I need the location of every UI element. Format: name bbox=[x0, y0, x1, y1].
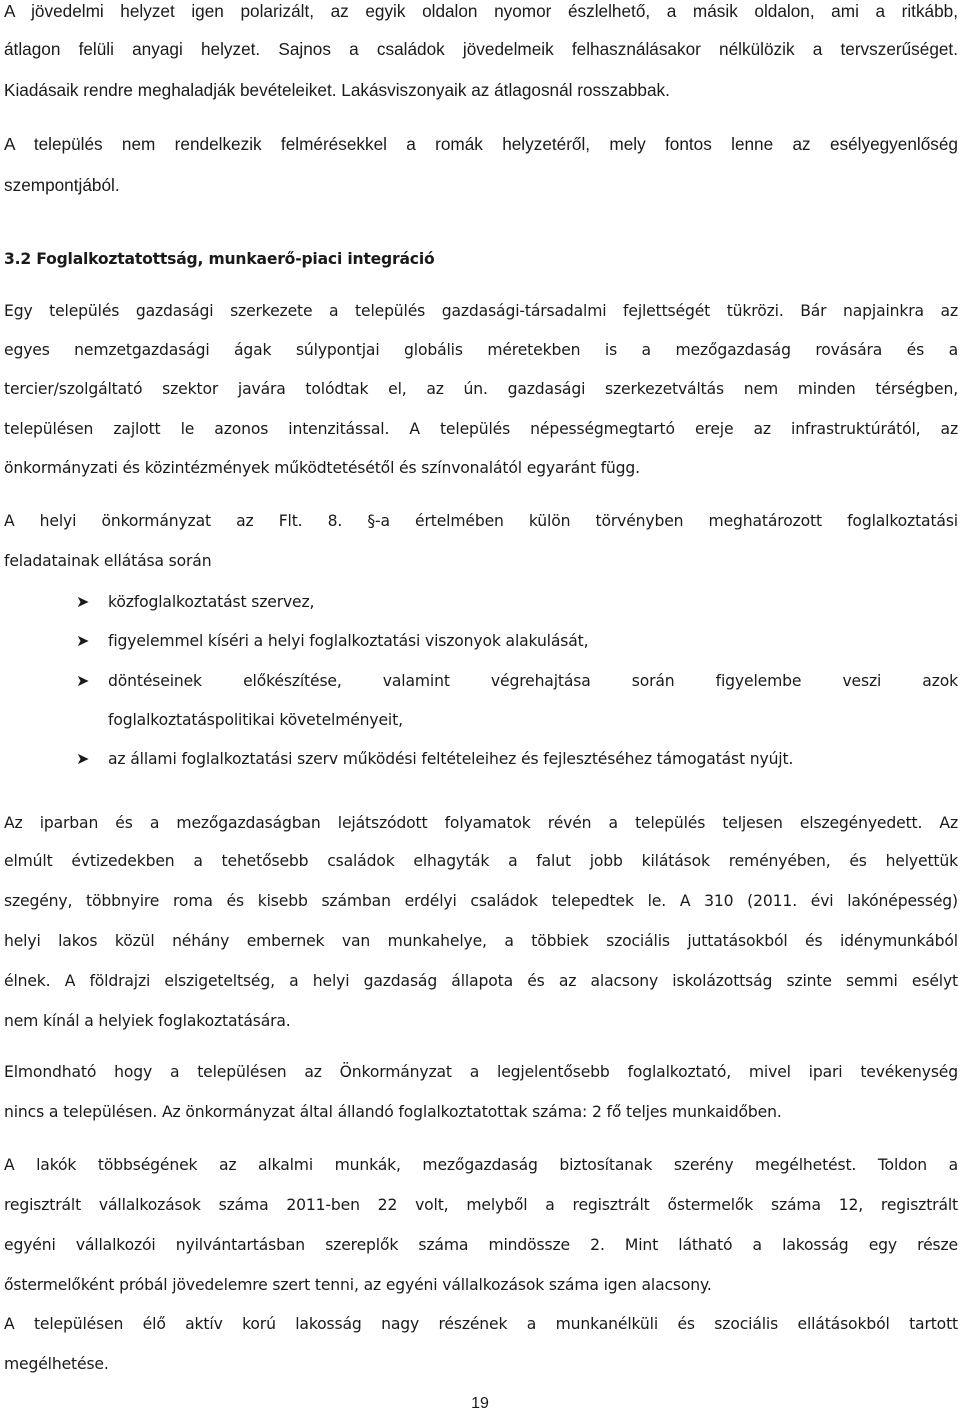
paragraph-1-line-1: Egy település gazdasági szerkezete a település gazdasági-társadalmi fejlettségét tükrözi. Bár napjainkra az bbox=[4, 302, 958, 320]
arrowhead-bullet-icon: ➤ bbox=[76, 749, 90, 768]
page-number: 19 bbox=[471, 1395, 489, 1412]
bullet-item-1: közfoglalkoztatást szervez, bbox=[108, 593, 315, 611]
paragraph-6-line-2: megélhetése. bbox=[4, 1355, 109, 1373]
section-heading: 3.2 Foglalkoztatottság, munkaerő-piaci integráció bbox=[4, 250, 435, 268]
intro-line-1: A jövedelmi helyzet igen polarizált, az egyik oldalon nyomor észlelhető, a másik oldalon, ami a ritkább, bbox=[4, 1, 958, 21]
paragraph-5-line-4: őstermelőként próbál jövedelemre szert tenni, az egyéni vállalkozások száma igen alacsony. bbox=[4, 1276, 712, 1294]
arrowhead-bullet-icon: ➤ bbox=[76, 631, 90, 650]
arrowhead-bullet-icon: ➤ bbox=[76, 671, 90, 690]
paragraph-1-line-3: tercier/szolgáltató szektor javára tolódtak el, az ún. gazdasági szerkezetváltás nem minden térségben, bbox=[4, 380, 958, 398]
bullet-item-3-line-2: foglalkoztatáspolitikai követelményeit, bbox=[108, 711, 403, 729]
paragraph-3-line-6: nem kínál a helyiek foglakoztatására. bbox=[4, 1012, 291, 1030]
intro-line-3: Kiadásaik rendre meghaladják bevételeiket. Lakásviszonyaik az átlagosnál rosszabbak. bbox=[4, 80, 670, 100]
paragraph-3-line-1: Az iparban és a mezőgazdaságban lejátszódott folyamatok révén a település teljesen elszegényedett. Az bbox=[4, 814, 958, 832]
paragraph-5-line-2: regisztrált vállalkozások száma 2011-ben 22 volt, melyből a regisztrált őstermelők száma 12, regisztrált bbox=[4, 1196, 958, 1214]
intro-line-4: A település nem rendelkezik felmérésekkel a romák helyzetéről, mely fontos lenne az esélyegyenlőség bbox=[4, 134, 958, 154]
bullet-item-3-line-1: döntéseinek előkészítése, valamint végrehajtása során figyelembe veszi azok bbox=[108, 672, 958, 690]
intro-line-5: szempontjából. bbox=[4, 175, 120, 195]
paragraph-3-line-5: élnek. A földrajzi elszigeteltség, a helyi gazdaság állapota és az alacsony iskolázottság szinte semmi esélyt bbox=[4, 972, 958, 990]
paragraph-1-line-2: egyes nemzetgazdasági ágak súlypontjai globális méretekben is a mezőgazdaság rovására és a bbox=[4, 341, 958, 359]
paragraph-2-line-2: feladatainak ellátása során bbox=[4, 552, 212, 570]
paragraph-3-line-4: helyi lakos közül néhány embernek van munkahelye, a többiek szociális juttatásokból és idénymunkából bbox=[4, 932, 958, 950]
paragraph-1-line-5: önkormányzati és közintézmények működtetésétől és színvonalától egyaránt függ. bbox=[4, 459, 640, 477]
paragraph-3-line-3: szegény, többnyire roma és kisebb számban erdélyi családok telepedtek le. A 310 (2011. évi lakónépesség) bbox=[4, 892, 958, 910]
paragraph-3-line-2: elmúlt évtizedekben a tehetősebb családok elhagyták a falut jobb kilátások reményében, és helyettük bbox=[4, 852, 958, 870]
paragraph-4-line-1: Elmondható hogy a településen az Önkormányzat a legjelentősebb foglalkoztató, mivel ipari tevékenység bbox=[4, 1063, 958, 1081]
bullet-item-2: figyelemmel kíséri a helyi foglalkoztatási viszonyok alakulását, bbox=[108, 632, 589, 650]
paragraph-4-line-2: nincs a településen. Az önkormányzat által állandó foglalkoztatottak száma: 2 fő teljes munkaidőben. bbox=[4, 1103, 782, 1121]
paragraph-2-line-1: A helyi önkormányzat az Flt. 8. §-a értelmében külön törvényben meghatározott foglalkoztatási bbox=[4, 512, 958, 530]
paragraph-6-line-1: A településen élő aktív korú lakosság nagy részének a munkanélküli és szociális ellátásokból tartott bbox=[4, 1315, 958, 1333]
intro-line-2: átlagon felüli anyagi helyzet. Sajnos a családok jövedelmeik felhasználásakor nélkülözik a tervszerűséget. bbox=[4, 39, 958, 59]
paragraph-5-line-3: egyéni vállalkozói nyilvántartásban szereplők száma mindössze 2. Mint látható a lakosság egy része bbox=[4, 1236, 958, 1254]
arrowhead-bullet-icon: ➤ bbox=[76, 592, 90, 611]
paragraph-5-line-1: A lakók többségének az alkalmi munkák, mezőgazdaság biztosítanak szerény megélhetést. Toldon a bbox=[4, 1156, 958, 1174]
paragraph-1-line-4: településen zajlott le azonos intenzitással. A település népességmegtartó ereje az infrastruktúrától, az bbox=[4, 420, 958, 438]
bullet-item-4: az állami foglalkoztatási szerv működési feltételeihez és fejlesztéséhez támogatást nyújt. bbox=[108, 750, 794, 768]
